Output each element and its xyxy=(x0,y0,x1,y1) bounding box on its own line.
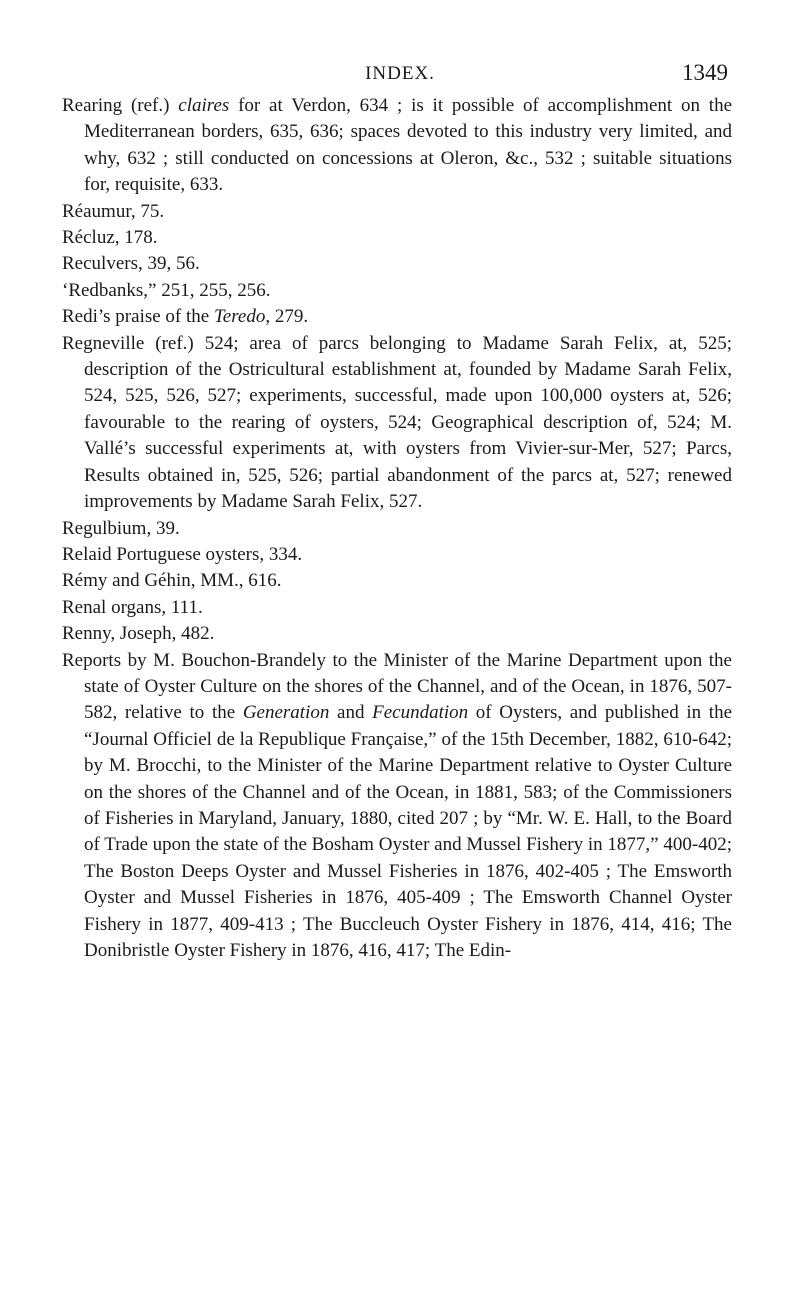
index-entry xyxy=(62,542,732,568)
entry-text: , 279. xyxy=(265,306,309,328)
index-entry xyxy=(62,648,732,965)
entry-text: Relaid Portuguese oysters, 334. xyxy=(62,543,303,565)
entry-text: Rémy and Géhin, MM., 616. xyxy=(62,570,282,592)
entry-text: Renal organs, 111. xyxy=(62,596,203,618)
italic-term: Generation xyxy=(242,702,330,724)
italic-term: Fecundation xyxy=(372,702,469,724)
entry-text: Reculvers, 39, 56. xyxy=(62,253,200,275)
index-entry xyxy=(62,595,732,621)
entry-text: for at Verdon, 634 ; is it possible of accomplishment on the Mediterranean borders, 635, 636; spaces devoted to this industry very limited, and why, 632 ; still conducted on concessions at Oleron, &c., 532 ; suitable situations for, requisite, 633. xyxy=(84,95,733,196)
running-title: INDEX. xyxy=(365,63,435,84)
entry-text: Récluz, 178. xyxy=(62,227,158,249)
entry-text: Redi’s praise of the xyxy=(62,306,214,328)
italic-term: claires xyxy=(178,95,230,116)
index-entry xyxy=(62,331,732,516)
index-entry xyxy=(62,516,732,542)
entry-text: Regulbium, 39. xyxy=(62,517,180,539)
entry-text: Renny, Joseph, 482. xyxy=(62,623,215,645)
entry-text: Réaumur, 75. xyxy=(62,200,165,222)
index-entry xyxy=(62,93,732,199)
page-number: 1349 xyxy=(682,60,728,85)
entry-text: Rearing (ref.) xyxy=(62,95,179,116)
italic-term: Teredo xyxy=(213,306,266,328)
index-entry xyxy=(62,199,732,225)
index-entry xyxy=(62,568,732,594)
index-entry xyxy=(62,304,732,330)
entry-text: of Oysters, and published in the “Journal Officiel de la Republique Française,” of the 15th December, 1882, 610-642; by M. Brocchi, to the Minister of the Marine Department relative to Oyster Culture on the shores of the Channel and of the Ocean, in 1881, 583; of the Commissioners of Fisheries in Maryland, January, 1880, cited 207 ; by “Mr. W. E. Hall, to the Board of Trade upon the state of the Bosham Oyster and Mussel Fishery in 1877,” 400-402; The Boston Deeps Oyster and Mussel Fisheries in 1876, 402-405 ; The Emsworth Oyster and Mussel Fisheries in 1876, 405-409 ; The Emsworth Channel Oyster Fishery in 1877, 409-413 ; The Buccleuch Oyster Fishery in 1876, 414, 416; The Donibristle Oyster Fishery in 1876, 416, 417; The Edin- xyxy=(84,702,733,961)
index-entries xyxy=(62,93,732,964)
entry-text: ‘Redbanks,” 251, 255, 256. xyxy=(62,279,271,301)
index-entry xyxy=(62,278,732,304)
index-entry xyxy=(62,621,732,647)
entry-text: Reports by M. Bouchon-Brandely to the Minister of the Marine Department upon the state of Oyster Culture on the shores of the Channel, and of the Ocean, in 1876, 507-582, relative to the xyxy=(62,649,732,724)
entry-text: Regneville (ref.) 524; area of parcs belonging to Madame Sarah Felix, at, 525; description of the Ostricultural establishment at, founded by Madame Sarah Felix, 524, 525, 526, 527; experiments, successful, made upon 100,000 oysters at, 526; favourable to the rearing of oysters, 524; Geographical description of, 524; M. Vallé’s successful experiments at, with oysters from Vivier-sur-Mer, 527; Parcs, Results obtained in, 525, 526; partial abandonment of the parcs at, 527; renewed improvements by Madame Sarah Felix, 527. xyxy=(62,332,732,513)
index-entry xyxy=(62,225,732,251)
running-head xyxy=(60,60,740,90)
index-entry xyxy=(62,251,732,277)
entry-text: and xyxy=(329,702,373,724)
